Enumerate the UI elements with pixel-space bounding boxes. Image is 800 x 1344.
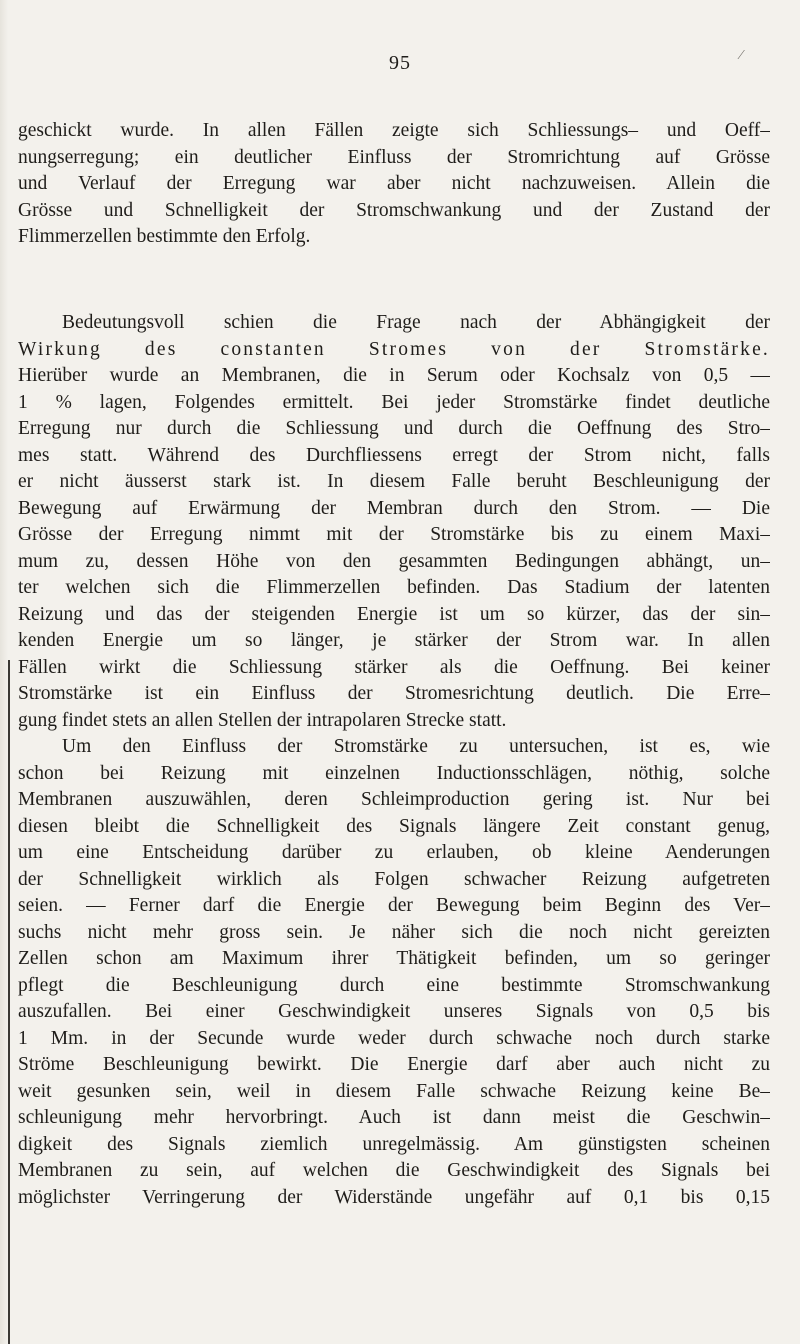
text-line: Grösse und Schnelligkeit der Stromschwankung und der Zustand der bbox=[18, 199, 770, 221]
text-line: Reizung und das der steigenden Energie ist um so kürzer, das der sin– bbox=[18, 603, 770, 625]
text-line: Fällen wirkt die Schliessung stärker als die Oeffnung. Bei keiner bbox=[18, 656, 770, 678]
page-gutter bbox=[0, 0, 8, 1344]
text-line: Wirkung des constanten Stromes von der Stromstärke. bbox=[18, 338, 770, 360]
text-line: Membranen auszuwählen, deren Schleimproduction gering ist. Nur bei bbox=[18, 789, 770, 810]
text-line: 1 Mm. in der Secunde wurde weder durch schwache noch durch starke bbox=[18, 1027, 770, 1049]
text-line: 1 % lagen, Folgendes ermittelt. Bei jeder Stromstärke findet deutliche bbox=[18, 391, 770, 413]
text-line: Bedeutungsvoll schien die Frage nach der Abhängigkeit der bbox=[62, 312, 770, 333]
text-line: und Verlauf der Erregung war aber nicht nachzuweisen. Allein die bbox=[18, 173, 770, 194]
text-line: geschickt wurde. In allen Fällen zeigte sich Schliessungs– und Oeff– bbox=[18, 120, 770, 141]
text-line: kenden Energie um so länger, je stärker der Strom war. In allen bbox=[18, 630, 770, 651]
text-line: gung findet stets an allen Stellen der intrapolaren Strecke statt. bbox=[18, 709, 507, 731]
text-line: Ströme Beschleunigung bewirkt. Die Energie darf aber auch nicht zu bbox=[18, 1054, 770, 1075]
text-line: schon bei Reizung mit einzelnen Inductionsschlägen, nöthig, solche bbox=[18, 762, 770, 784]
text-line: Grösse der Erregung nimmt mit der Stromstärke bis zu einem Maxi– bbox=[18, 524, 770, 545]
text-line: Zellen schon am Maximum ihrer Thätigkeit befinden, um so geringer bbox=[18, 948, 770, 969]
text-line: suchs nicht mehr gross sein. Je näher sich die noch nicht gereizten bbox=[18, 921, 770, 943]
text-line: diesen bleibt die Schnelligkeit des Signals längere Zeit constant genug, bbox=[18, 815, 770, 837]
text-line: um eine Entscheidung darüber zu erlauben, ob kleine Aenderungen bbox=[18, 842, 770, 863]
paragraph-1 bbox=[18, 118, 770, 251]
corner-mark: ⁄ bbox=[740, 48, 743, 63]
paragraph-2 bbox=[18, 310, 770, 1211]
text-line: schleunigung mehr hervorbringt. Auch ist dann meist die Geschwin– bbox=[18, 1107, 770, 1128]
text-line: ter welchen sich die Flimmerzellen befinden. Das Stadium der latenten bbox=[18, 577, 770, 598]
text-line: Erregung nur durch die Schliessung und durch die Oeffnung des Stro– bbox=[18, 418, 770, 439]
text-line: mes statt. Während des Durchfliessens erregt der Strom nicht, falls bbox=[18, 444, 770, 466]
text-line: pflegt die Beschleunigung durch eine bestimmte Stromschwankung bbox=[18, 974, 770, 996]
page-number: 95 bbox=[389, 52, 411, 74]
text-line: er nicht äusserst stark ist. In diesem Falle beruht Beschleunigung der bbox=[18, 471, 770, 492]
text-line: auszufallen. Bei einer Geschwindigkeit unseres Signals von 0,5 bis bbox=[18, 1001, 770, 1022]
text-line: digkeit des Signals ziemlich unregelmässig. Am günstigsten scheinen bbox=[18, 1133, 770, 1155]
text-line: Hierüber wurde an Membranen, die in Serum oder Kochsalz von 0,5 — bbox=[18, 365, 770, 386]
text-line: Stromstärke ist ein Einfluss der Stromesrichtung deutlich. Die Erre– bbox=[18, 683, 770, 704]
text-line: mum zu, dessen Höhe von den gesammten Bedingungen abhängt, un– bbox=[18, 550, 770, 572]
text-line: der Schnelligkeit wirklich als Folgen schwacher Reizung aufgetreten bbox=[18, 868, 770, 890]
text-line: nungserregung; ein deutlicher Einfluss der Stromrichtung auf Grösse bbox=[18, 146, 770, 168]
text-line: seien. — Ferner darf die Energie der Bewegung beim Beginn des Ver– bbox=[18, 895, 770, 916]
text-line: Bewegung auf Erwärmung der Membran durch den Strom. — Die bbox=[18, 497, 770, 519]
margin-rule bbox=[8, 660, 10, 1344]
text-line: Um den Einfluss der Stromstärke zu untersuchen, ist es, wie bbox=[62, 736, 770, 757]
text-line: Flimmerzellen bestimmte den Erfolg. bbox=[18, 226, 311, 247]
text-line: möglichster Verringerung der Widerstände ungefähr auf 0,1 bis 0,15 bbox=[18, 1186, 770, 1208]
text-line: weit gesunken sein, weil in diesem Falle schwache Reizung keine Be– bbox=[18, 1080, 770, 1102]
text-line: Membranen zu sein, auf welchen die Geschwindigkeit des Signals bei bbox=[18, 1160, 770, 1181]
